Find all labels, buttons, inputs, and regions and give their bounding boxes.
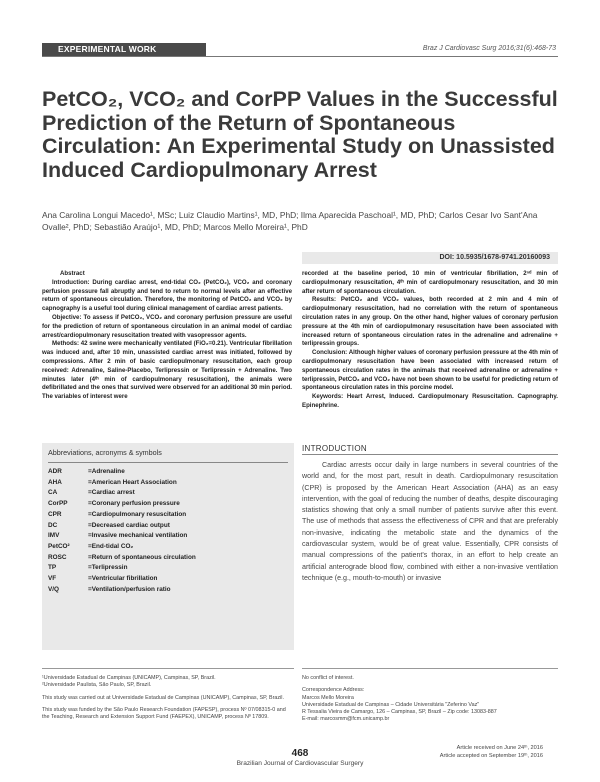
abbreviation-key: AHA [48,478,62,486]
abstract-right-column [302,270,558,411]
abstract-introduction: Introduction: During cardiac arrest, end-tidal CO₂ (PetCO₂), VCO₂ and coronary perfusion pressure fall abruptly and tend to return to normal levels after an effective return of spontaneous circulation. Therefore, the monitoring of PetCO₂ and VCO₂ by capnography is a useful tool during clinical management of cardiac arrest patients. [42,278,292,313]
abbreviation-definition: =End-tidal CO₂ [88,542,134,550]
abbreviation-row [48,521,196,532]
abbreviation-row [48,563,196,574]
abbreviation-definition: =Cardiopulmonary resuscitation [88,510,187,518]
abstract-objective: Objective: To assess if PetCO₂, VCO₂ and coronary perfusion pressure are useful for the prediction of return of spontaneous circulation in an animal model of cardiac arrest/cardiopulmonary resuscitation treated with vasopressor agents. [42,313,292,339]
abbreviation-key: ADR [48,468,62,475]
abbreviation-row [48,510,196,521]
footnotes-left [42,675,294,721]
abbreviation-definition: =American Heart Association [88,478,177,486]
author-list: Ana Carolina Longui Macedo¹, MSc; Luiz Claudio Martins¹, MD, PhD; Ilma Aparecida Paschoal¹, MD, PhD; Carlos Cesar Ivo Sant'Ana Ovalle², PhD; Sebastião Araújo¹, MD, PhD; Marcos Mello Moreira¹, PhD [42,210,538,232]
article-title: PetCO₂, VCO₂ and CorPP Values in the Successful Prediction of the Return of Spontaneous Circulation: An Experimental Study on Unassisted Induced Cardiopulmonary Arrest [42,87,558,182]
abbreviation-row [48,499,196,510]
footer-journal-name: Brazilian Journal of Cardiovascular Surgery [236,760,364,767]
abbreviation-definition: =Decreased cardiac output [88,521,170,529]
abstract-methods-continued: recorded at the baseline period, 10 min of ventricular fibrillation, 2ⁿᵈ min of cardiopulmonary resuscitation, 4ᵗʰ min of cardiopulmonary resuscitation, and 30 min after return of spontaneous circulation. [302,270,558,295]
correspondence-address-1: Universidade Estadual de Campinas – Cidade Universitária "Zeferino Vaz" [302,701,480,708]
doi-badge[interactable]: DOI: 10.5935/1678-9741.20160093 [302,252,558,264]
abbreviation-row [48,585,196,596]
introduction-heading: INTRODUCTION [302,444,367,453]
abbreviation-row [48,478,196,489]
abbreviation-key: TP [48,564,57,572]
abbreviations-list [48,467,196,595]
footnotes-right [302,675,558,724]
abbreviation-definition: =Terlipressin [88,564,128,572]
abbreviation-key: IMV [48,532,60,540]
affiliation-1: ¹Universidade Estadual de Campinas (UNICAMP), Campinas, SP, Brazil. [42,675,216,681]
affiliation-2: ²Universidade Paulista, São Paulo, SP, Brazil. [42,682,152,689]
footnote-rule-left [42,668,294,669]
abbreviation-key: PetCO² [48,542,70,550]
abbreviation-definition: =Return of spontaneous circulation [88,553,196,561]
abbreviation-definition: =Invasive mechanical ventilation [88,532,188,540]
abbreviation-row [48,467,196,478]
abstract-left-column [42,270,292,402]
abbreviation-key: CPR [48,510,62,518]
abstract-heading: Abstract [60,270,85,277]
abstract-methods: Methods: 42 swine were mechanically ventilated (FiO₂=0.21). Ventricular fibrillation was induced and, after 10 min, unassisted cardiac arrest was initiated, followed by compressions. After 2 min of basic cardiopulmonary resuscitation, each group received: Adrenaline, Saline-Placebo, Terlipressin or Terlipressin + Adrenaline. Two minutes later (4ᵗʰ min of cardiopulmonary resuscitation), the animals were defibrillated and the ones that survived were observed for an additional 30 min period. The variables of interest were [42,340,292,401]
abbreviation-definition: =Cardiac arrest [88,489,135,497]
section-tag: EXPERIMENTAL WORK [42,43,206,56]
conflict-note: No conflict of interest. [302,675,354,681]
header-rule [42,56,558,57]
abbreviation-key: ROSC [48,553,67,561]
abbreviation-definition: =Ventilation/perfusion ratio [88,585,171,593]
carried-out-note: This study was carried out at Universidade Estadual de Campinas (UNICAMP), Campinas, SP, Brazil. [42,694,284,701]
abbreviations-rule [48,462,288,463]
journal-reference: Braz J Cardiovasc Surg 2016;31(6):468-73 [422,45,556,52]
correspondence-email[interactable]: E-mail: marcosmm@fcm.unicamp.br [302,716,390,723]
abbreviation-definition: =Adrenaline [88,468,125,475]
footnote-rule-right [302,668,558,669]
introduction-paragraph: Cardiac arrests occur daily in large numbers in several countries of the world and, for the most part, result in death. Cardiopulmonary resuscitation (CPR) is proposed by the American Heart Association (AHA) as an easy intervention, with the goal of reducing the number of deaths, despite discouraging statistics showing that only a small number of patients survive after this event. The use of methods that assess the effectiveness of CPR and that are preferably non-invasive, indicating the metabolic state and the dynamics of the cardiovascular system, would be of great value. Essentially, CPR consists of manual compressions of the patient's thorax, in an effort to help create an artificial anterograde blood flow, combined with either a non-invasive ventilation technique (e.g., mouth-to-mouth) or invasive [302,461,558,582]
abbreviations-heading: Abbreviations, acronyms & symbols [48,448,162,457]
abstract-keywords: Keywords: Heart Arrest, Induced. Cardiopulmonary Resuscitation. Capnography. Epinephrine. [302,393,558,409]
abbreviation-row [48,553,196,564]
abbreviation-key: CA [48,489,58,497]
page-number: 468 [291,748,309,759]
abstract-conclusion: Conclusion: Although higher values of coronary perfusion pressure at the 4th min of cardiopulmonary resuscitation have been associated with increased return of spontaneous circulation rates in the animals that received adrenaline or adrenaline + terlipressin, PetCO₂ and VCO₂ have not been shown to be useful for predicting return of spontaneous circulation rates in this porcine model. [302,349,558,392]
abbreviation-key: DC [48,521,58,529]
funding-note: This study was funded by the São Paulo Research Foundation (FAPESP), process Nº 07/08315-0 and the Teaching, Research and Extension Support Fund (FAEPEX), UNICAMP, process Nº 17809. [42,706,286,721]
correspondence-address-2: R Tessalia Vieira de Camargo, 126 – Campinas, SP, Brazil – Zip code: 13083-887 [302,709,497,716]
abbreviations-box [42,443,294,650]
abbreviation-row [48,531,196,542]
correspondence-label: Correspondence Address: [302,687,365,694]
introduction-body [302,460,558,584]
abbreviation-key: CorPP [48,500,68,508]
accepted-date: Article accepted on September 19ᵗʰ, 2016 [439,753,543,759]
abbreviation-key: V/Q [48,585,60,593]
abbreviation-definition: =Ventricular fibrillation [88,575,158,583]
received-date: Article received on June 24ᵗʰ, 2016 [456,745,543,751]
abbreviation-row [48,542,196,553]
correspondence-name: Marcos Mello Moreira [302,694,354,701]
abbreviation-row [48,488,196,499]
abbreviation-row [48,574,196,585]
abbreviation-key: VF [48,575,57,583]
abbreviation-definition: =Coronary perfusion pressure [88,500,180,508]
introduction-rule [302,454,558,455]
abstract-results: Results: PetCO₂ and VCO₂ values, both recorded at 2 min and 4 min of cardiopulmonary resuscitation, had no correlation with the return of spontaneous circulation rates in any group. On the other hand, higher values of coronary perfusion pressure at the 4th min of cardiopulmonary resuscitation have been associated with increased return of spontaneous circulation rates in the adrenaline and adrenaline + terlipressin groups. [302,296,558,348]
